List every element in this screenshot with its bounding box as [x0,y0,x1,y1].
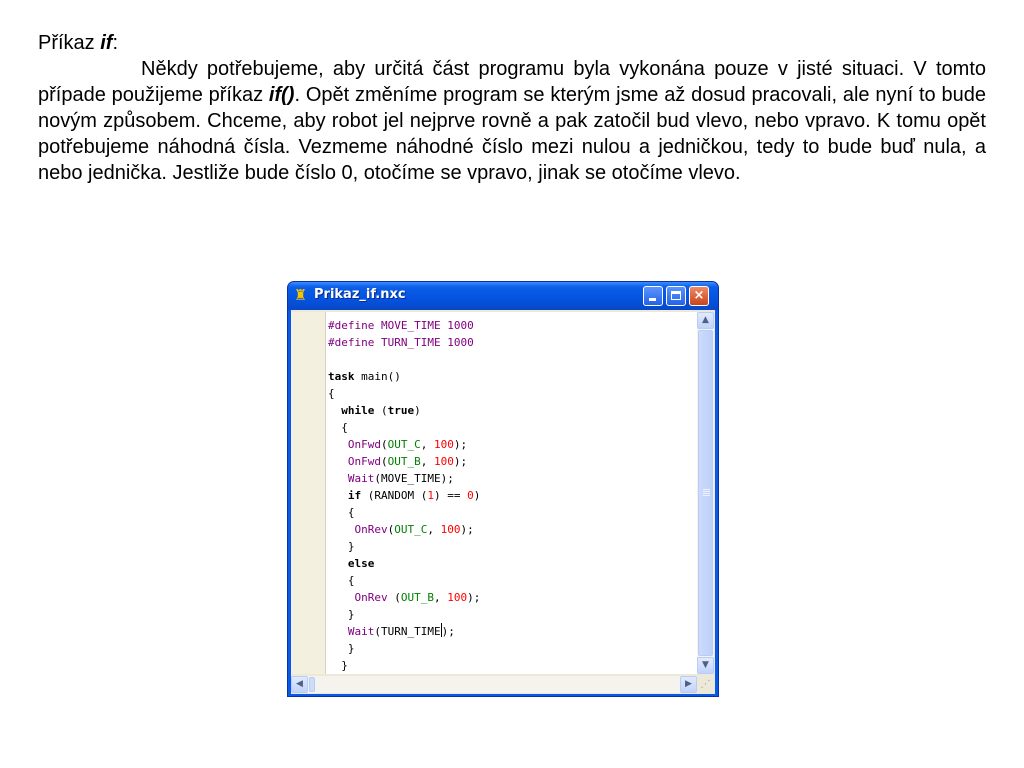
chevron-left-icon: ◀ [296,679,303,689]
maximize-icon [671,291,681,300]
scroll-left-button[interactable] [291,676,308,693]
paragraph-text-1: Někdy potřebujeme, aby určitá část programu byla vykonána pouze v jisté situaci. V tomto případe použijeme příkaz [38,58,986,106]
scroll-right-button[interactable] [680,676,697,693]
heading-text: Příkaz [38,32,101,54]
code-editor[interactable] [326,312,697,674]
heading-colon: : [112,32,119,54]
heading-keyword: if [100,32,113,54]
resize-grip-icon[interactable]: ⋰ [697,676,714,693]
horizontal-scroll-thumb[interactable] [309,677,315,692]
editor-window [287,281,719,697]
paragraph [38,56,986,186]
title-bar[interactable] [288,282,718,310]
code-text[interactable]: #define MOVE_TIME 1000 #define TURN_TIME 1000 task main() { while (true) { OnFwd(OUT_C, 100); OnFwd(OUT_B, 100); Wait(MOVE_TIME); if (RANDOM (1) == 0) { OnRev(OUT_C, 100); } else { OnRev (OUT_B, 100); } Wait(TURN_TIME); } } [328,319,481,672]
close-icon: × [693,288,705,303]
vertical-scrollbar[interactable] [697,312,714,674]
window-title: Prikaz_if.nxc [314,287,406,302]
scroll-up-button[interactable] [697,312,714,329]
minimize-button[interactable] [643,286,663,306]
minimize-icon [649,298,656,301]
horizontal-scrollbar[interactable] [291,676,697,693]
heading [38,30,986,56]
paragraph-keyword: if() [268,84,295,106]
nxc-robot-icon[interactable]: ♜ [293,286,308,304]
maximize-button[interactable] [666,286,686,306]
chevron-down-icon: ▼ [702,660,709,670]
chevron-up-icon: ▲ [702,315,709,325]
window-client [291,310,715,694]
line-gutter [291,312,326,674]
chevron-right-icon: ▶ [685,679,692,689]
paragraph-text-2: . Opět změníme program se kterým jsme až dosud pracovali, ale nyní to bude novým způsobem. Chceme, aby robot jel nejprve rovně a pak zatočil bud vlevo, nebo vpravo. K tomu opět potřebujeme náhodná čísla. Vezmeme náhodné číslo mezi nulou a jedničkou, tedy to bude buď nula, a nebo jednička. Jestliže bude číslo 0, otočíme se vpravo, jinak se otočíme vlevo. [38,84,986,184]
text-caret [441,623,442,637]
scroll-down-button[interactable] [697,657,714,674]
vertical-scroll-thumb[interactable] [698,330,713,656]
close-button[interactable] [689,286,709,306]
document [38,30,986,186]
